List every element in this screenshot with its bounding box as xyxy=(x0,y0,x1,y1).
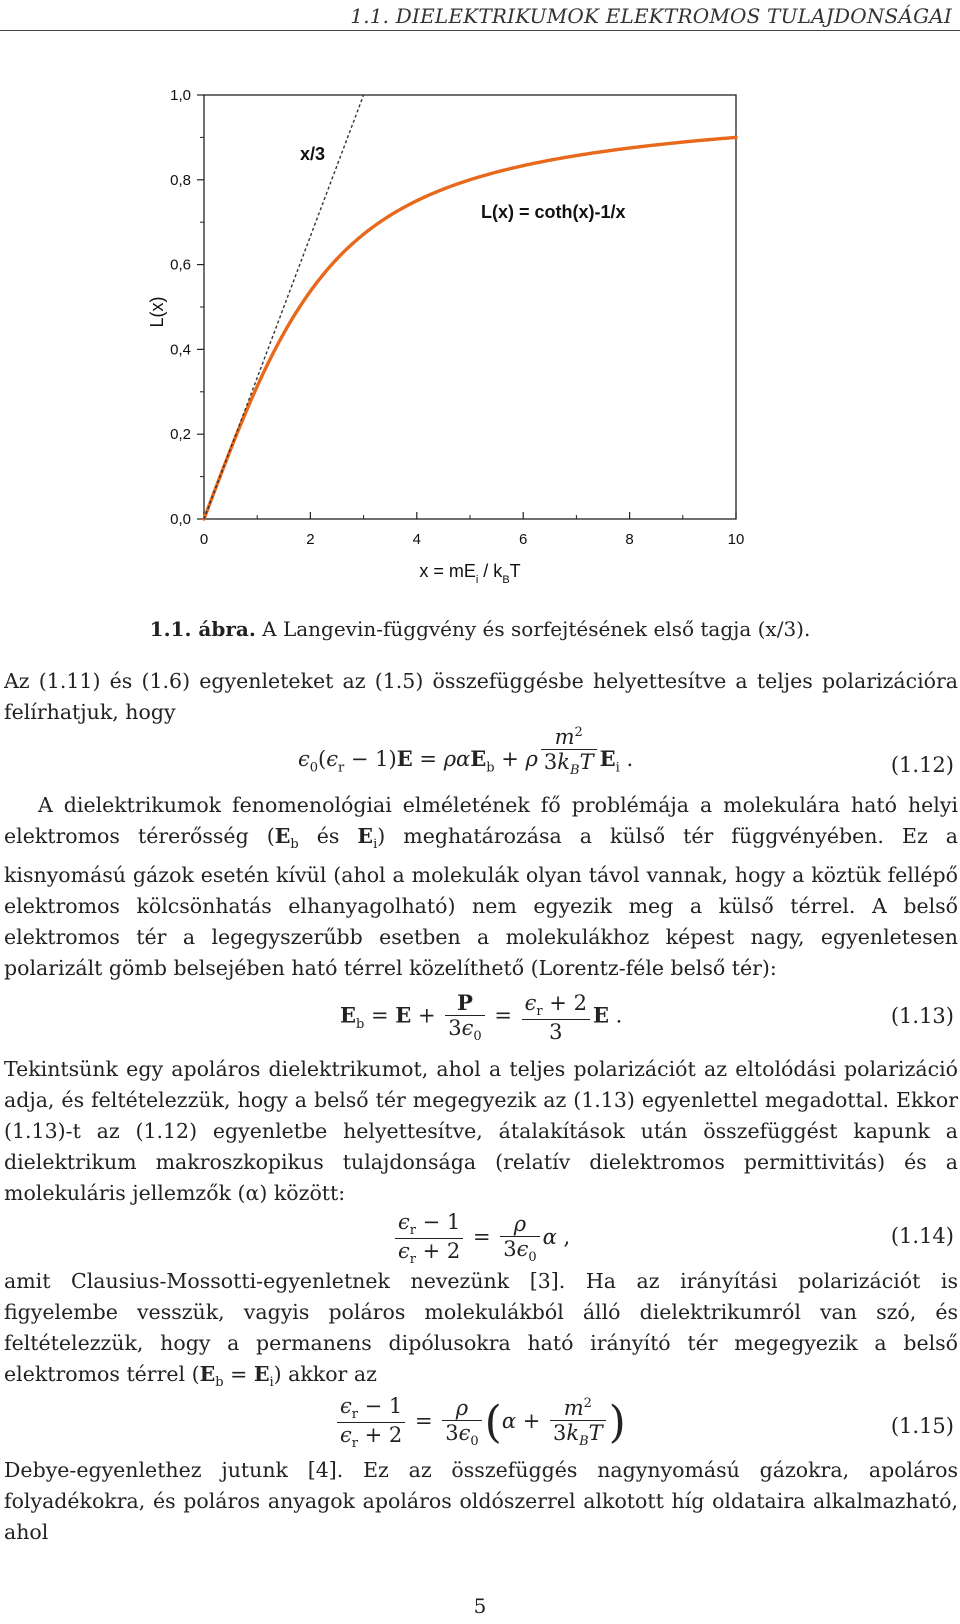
x-tick-label: 10 xyxy=(727,531,745,548)
linear-approx-line xyxy=(204,95,364,519)
y-tick-label: 0,0 xyxy=(170,511,191,528)
annotation-langevin: L(x) = coth(x)-1/x xyxy=(481,202,626,222)
langevin-chart xyxy=(0,72,960,612)
document-page: 1.1. DIELEKTRIKUMOK ELEKTROMOS TULAJDONSÁGAI 0 2 4 6 8 10 0,0 0,2 0,4 0,6 0,8 1,0 $x = mE_i / k_BT$ L(x) x/3 L(x) = coth(x)-1/x 1.1. ábra. A Langevin-függvény és sorfejtésének első tagja (x/3). Az (1.11) és (1.6) egyenleteket az (1.5) összefüggésbe helyettesítve a teljes polarizációra felírhatjuk, hogy $\epsilon_0(\epsilon_r - 1)E = \rho\alpha E_b + \rho$ $\frac{m^2}{3k_BT}$ $E_i$ . (1.12) A dielektrikumok fenomenológiai elméletének fő problémája a molekulára ható helyi elektromos térerősség ($E_b$ és $E_i$) meghatározása a külső tér függvényében. Ez a kisnyomású gázok esetén kívül (ahol a molekulák olyan távol vannak, hogy a köztük fellépő elektromos kölcsönhatás elhanyagolható) nem egyezik meg a külső térrel. A belső elektromos tér a legegyszerűbb esetben a molekulákhoz képest nagy, egyenletesen polarizált gömb belsejében ható térrel közelíthető (Lorentz-féle belső tér): $E_b = E$ + $\frac{P}{3\epsilon_0}$ = $\frac{\epsilon_r + 2}{3}$ E . (1.13) Tekintsünk egy apoláros dielektrikumot, ahol a teljes polarizációt az eltolódási polarizáció adja, és feltételezzük, hogy a belső tér megegyezik az (1.13) egyenlettel megadottal. Ekkor (1.13)-t az (1.12) egyenletbe helyettesítve, átalakítások után összefüggést kapunk a dielektrikum makroszkopikus tulajdonsága (relatív dielektromos permittivitás) és a molekuláris jellemzők (α) között: $\frac{\epsilon_r - 1}{\epsilon_r + 2}$ = $\frac{\rho}{3\epsilon_0}$ α , (1.14) amit Clausius-Mossotti-egyenletnek nevezünk [3]. Ha az irányítási polarizációt is figyelembe vesszük, vagyis poláros molekulákból álló dielektrikumról van szó, és feltételezzük, hogy a permanens dipólusokra ható irányító tér megegyezik a belső elektromos térrel $(E_b = E_i)$ akkor az $\frac{\epsilon_r - 1}{\epsilon_r + 2}$ = $\frac{\rho}{3\epsilon_0}$ (α + $\frac{m^2}{3k_BT}$ ) (1.15) Debye-egyenlethez jutunk [4]. Ez az összefüggés nagynyomású gázokra, apoláros folyadékokra, és poláros anyagok apoláros oldószerrel alkotott híg oldataira alkalmazható, ahol 5 xyxy=(0,0,960,1624)
header-rule xyxy=(0,30,960,31)
caption-text: A Langevin-függvény és sorfejtésének első tagja (x/3). xyxy=(255,617,811,641)
paragraph-3: Tekintsünk egy apoláros dielektrikumot, ahol a teljes polarizációt az eltolódási polarizáció adja, és feltételezzük, hogy a belső tér megegyezik az (1.13) egyenlettel megadottal. Ekkor (1.13)-t az (1.12) egyenletbe helyettesítve, átalakítások után összefüggést kapunk a dielektrikum makroszkopikus tulajdonsága (relatív dielektromos permittivitás) és a molekuláris jellemzők (α) között: xyxy=(4,1057,958,1205)
x-tick-label: 0 xyxy=(199,531,209,548)
eq-number-1-14: (1.14) xyxy=(890,1224,954,1248)
annotation-x-over-3: x/3 xyxy=(300,144,326,164)
x-tick-label: 8 xyxy=(625,531,634,548)
x-axis-label: $x = mE_i / k_BT$ xyxy=(419,561,521,586)
x-tick-label: 2 xyxy=(306,531,315,548)
y-tick-label: 1,0 xyxy=(170,87,191,104)
x-tick-label: 6 xyxy=(519,531,528,548)
y-axis-label: L(x) xyxy=(147,296,167,328)
paragraph-2: A dielektrikumok fenomenológiai elméletének fő problémája a molekulára ható helyi elektromos térerősség ($E_b$ és $E_i$) meghatározása a külső tér függvényében. Ez a kisnyomású gázok esetén kívül (ahol a molekulák olyan távol vannak, hogy a köztük fellépő elektromos kölcsönhatás elhanyagolható) nem egyezik meg a külső térrel. A belső elektromos tér a legegyszerűbb esetben a molekulákhoz képest nagy, egyenletesen polarizált gömb belsejében ható térrel közelíthető (Lorentz-féle belső tér): xyxy=(4,793,958,981)
eq-number-1-13: (1.13) xyxy=(890,1004,954,1028)
x-tick-label: 4 xyxy=(412,531,421,548)
y-tick-label: 0,2 xyxy=(170,426,191,444)
y-tick-label: 0,6 xyxy=(170,256,191,274)
paragraph-1: Az (1.11) és (1.6) egyenleteket az (1.5) összefüggésbe helyettesítve a teljes polarizációra felírhatjuk, hogy xyxy=(4,669,958,724)
figure-caption xyxy=(0,617,960,641)
caption-label: 1.1. ábra. xyxy=(149,617,256,641)
y-tick-label: 0,4 xyxy=(170,341,191,359)
page-number: 5 xyxy=(473,1594,487,1618)
y-tick-label: 0,8 xyxy=(170,171,191,189)
running-head: 1.1. DIELEKTRIKUMOK ELEKTROMOS TULAJDONSÁGAI xyxy=(350,4,952,28)
chart-axes xyxy=(197,95,736,519)
paragraph-4: amit Clausius-Mossotti-egyenletnek nevezünk [3]. Ha az irányítási polarizációt is figyelembe vesszük, vagyis poláros molekulákból álló dielektrikumról van szó, és feltételezzük, hogy a permanens dipólusokra ható irányító tér megegyezik a belső elektromos térrel $(E_b = E_i)$ akkor az xyxy=(4,1269,958,1391)
eq-number-1-15: (1.15) xyxy=(890,1414,954,1438)
eq-number-1-12: (1.12) xyxy=(890,753,954,777)
chart-labels xyxy=(147,87,744,586)
chart-marks xyxy=(204,95,736,519)
paragraph-5: Debye-egyenlethez jutunk [4]. Ez az összefüggés nagynyomású gázokra, apoláros folyadékokra, és poláros anyagok apoláros oldószerrel alkotott híg oldataira alkalmazható, ahol xyxy=(4,1458,958,1544)
langevin-curve xyxy=(204,137,736,519)
